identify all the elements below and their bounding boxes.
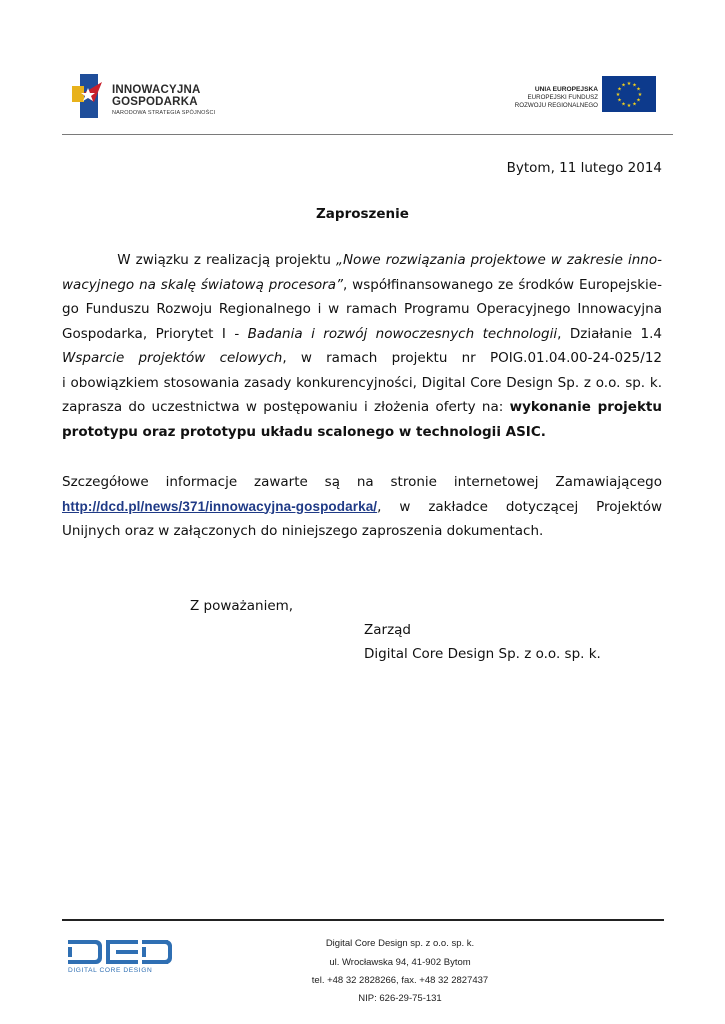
p1-line4-text: Gospodarka, Priorytet I - [62, 325, 248, 342]
paragraph-2-line-3: Unijnych oraz w załączonych do niniejszego zaproszenia dokumentach. [62, 523, 544, 539]
news-link[interactable]: http://dcd.pl/news/371/innowacyjna-gospodarka/ [62, 498, 378, 514]
paragraph-1-line-6: i obowiązkiem stosowania zasady konkurencyjności, Digital Core Design Sp. z o.o. sp. k. [62, 374, 662, 391]
dcd-logo-name: DIGITAL CORE DESIGN [68, 967, 153, 974]
svg-text:★: ★ [632, 101, 637, 108]
footer-phone: tel. +48 32 2828266, fax. +48 32 2827437 [311, 975, 489, 986]
ig-logo-title-line1: INNOWACYJNA [112, 84, 201, 96]
ig-logo-title [112, 84, 200, 108]
innowacyjna-gospodarka-logo [72, 72, 232, 122]
paragraph-1-line-2 [62, 273, 662, 298]
eu-logo-line2: EUROPEJSKI FUNDUSZ [527, 94, 598, 101]
eu-logo [500, 76, 660, 116]
p2-line2-text: , w zakładce dotyczącej Projektów [377, 498, 662, 515]
paragraph-1-line-7 [62, 395, 662, 420]
signature-role: Zarząd [364, 622, 411, 638]
paragraph-1-line-8 [62, 420, 662, 445]
letter-heading: Zaproszenie [316, 206, 409, 222]
svg-text:★: ★ [637, 92, 643, 98]
letter-date: Bytom, 11 lutego 2014 [506, 160, 662, 176]
innowacyjna-gospodarka-emblem-icon [72, 72, 104, 120]
paragraph-1-line-5 [62, 346, 662, 371]
letter-paragraph-2 [62, 470, 662, 544]
closing-salutation: Z poważaniem, [190, 598, 294, 614]
svg-text:★: ★ [626, 103, 632, 109]
svg-text:★: ★ [626, 81, 632, 87]
svg-text:★: ★ [632, 82, 637, 89]
p1-line4-action: , Działanie 1.4 [557, 325, 662, 342]
p1-line2-text: , współfinansowanego ze środków Europejskie- [342, 276, 662, 293]
dcd-logo [66, 938, 178, 978]
ig-logo-subtitle: NARODOWA STRATEGIA SPÓJNOŚCI [112, 110, 216, 116]
priority-name: Badania i rozwój nowoczesnych technologii [247, 325, 558, 342]
svg-text:★: ★ [617, 97, 622, 104]
svg-text:★: ★ [621, 101, 626, 108]
p1-line5-text: , w ramach projektu nr POIG.01.04.00-24-025/12 [282, 350, 662, 366]
paragraph-1-line-1 [62, 248, 662, 273]
project-title-start: „Nowe rozwiązania projektowe w zakresie inno- [335, 252, 662, 268]
footer-company: Digital Core Design sp. z o.o. sp. k. [325, 938, 475, 949]
ig-logo-title-line2: GOSPODARKA [112, 96, 198, 108]
project-title-end: wacyjnego na skalę światową procesora” [62, 276, 343, 293]
paragraph-1-line-4 [62, 322, 662, 347]
p1-line1-text: W związku z realizacją projektu [117, 252, 336, 268]
offer-subject-start: wykonanie projektu [509, 399, 662, 415]
paragraph-2-line-1: Szczegółowe informacje zawarte są na stronie internetowej Zamawiającego [62, 474, 662, 490]
footer-divider [62, 919, 664, 921]
svg-text:★: ★ [636, 97, 641, 104]
header-divider [62, 134, 673, 135]
action-name: Wsparcie projektów celowych [62, 350, 283, 366]
svg-text:★: ★ [636, 86, 641, 93]
eu-logo-line3: ROZWOJU REGIONALNEGO [514, 102, 598, 109]
footer-address: ul. Wrocławska 94, 41-902 Bytom [329, 957, 471, 968]
p1-line7-text: zaprasza do uczestnictwa w postępowaniu i złożenia oferty na: [62, 399, 510, 415]
paragraph-1-line-3: go Funduszu Rozwoju Regionalnego i w ramach Programu Operacyjnego Innowacyjna [62, 301, 662, 317]
dcd-logo-mark-icon [66, 938, 176, 966]
svg-text:★: ★ [615, 92, 621, 98]
footer-nip: NIP: 626-29-75-131 [358, 993, 442, 1004]
eu-logo-text [515, 86, 598, 110]
eu-logo-line1: UNIA EUROPEJSKA [534, 86, 598, 93]
svg-text:★: ★ [621, 82, 626, 89]
svg-text:★: ★ [617, 86, 622, 93]
eu-flag-icon [602, 76, 656, 112]
offer-subject-end: prototypu oraz prototypu układu scalonego w technologii ASIC. [62, 423, 546, 440]
signature-company: Digital Core Design Sp. z o.o. sp. k. [364, 646, 601, 662]
paragraph-2-line-2 [62, 495, 662, 520]
letter-paragraph-1 [62, 248, 662, 444]
